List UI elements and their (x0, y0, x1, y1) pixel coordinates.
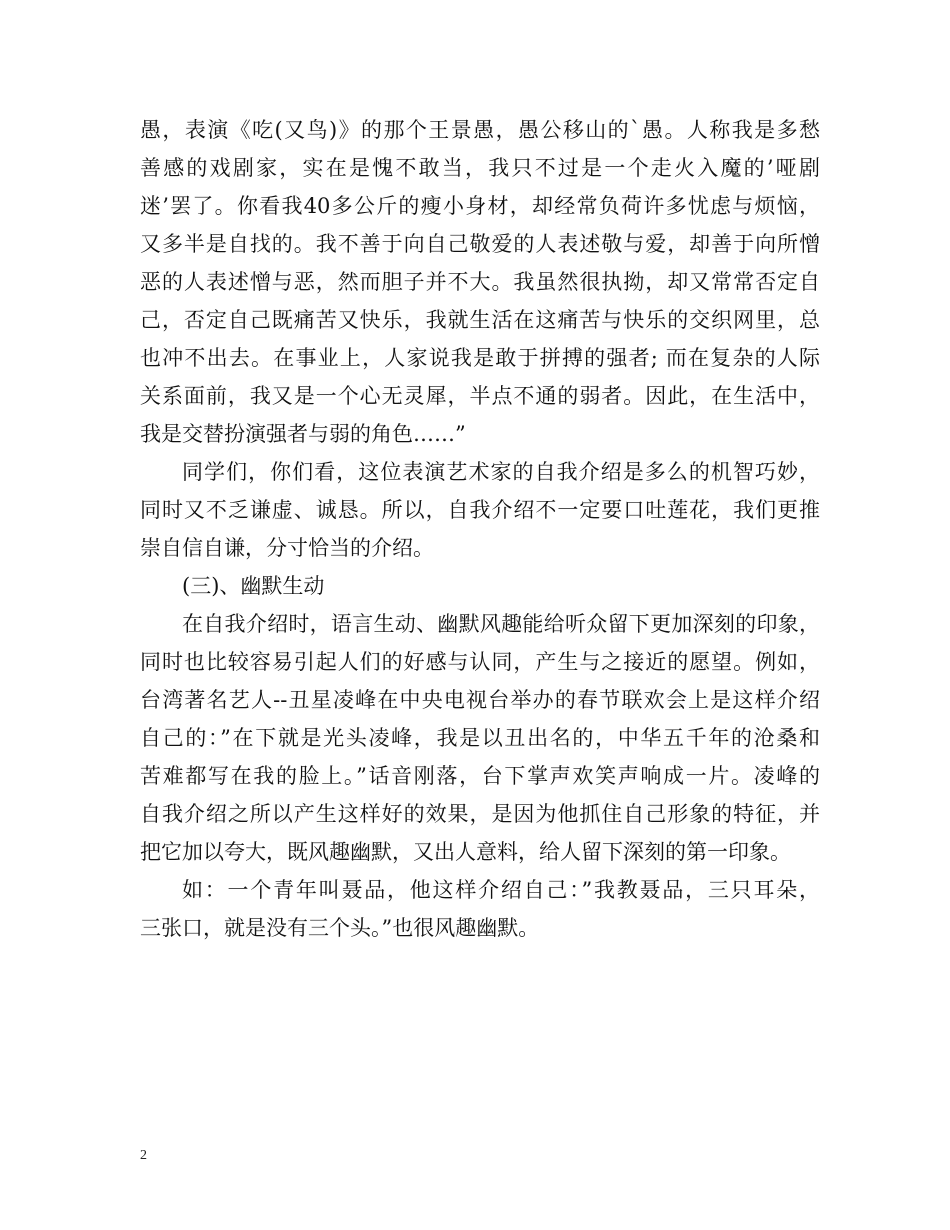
text-line: 己，否定自己既痛苦又快乐，我就生活在这痛苦与快乐的交织网里，总 (140, 308, 820, 332)
text-line: 台湾著名艺人--丑星凌峰在中央电视台举办的春节联欢会上是这样介绍 (140, 688, 820, 712)
text-line: 也冲不出去。在事业上，人家说我是敢于拼搏的强者; 而在复杂的人际 (140, 346, 820, 370)
text-line: 把它加以夸大，既风趣幽默，又出人意料，给人留下深刻的第一印象。 (140, 840, 791, 864)
text-line: 善感的戏剧家，实在是愧不敢当，我只不过是一个走火入魔的’哑剧 (140, 156, 820, 180)
text-line: 在自我介绍时，语言生动、幽默风趣能给听众留下更加深刻的印象， (182, 612, 820, 636)
text-line: 迷’罢了。你看我40多公斤的瘦小身材，却经常负荷许多忧虑与烦恼， (140, 194, 820, 218)
text-line: 恶的人表述憎与恶，然而胆子并不大。我虽然很执拗，却又常常否定自 (140, 270, 820, 294)
text-line: 如：一个青年叫聂品，他这样介绍自己：”我教聂品，三只耳朵， (182, 878, 820, 902)
text-line: 关系面前，我又是一个心无灵犀，半点不通的弱者。因此，在生活中， (140, 384, 820, 408)
text-line: 愚，表演《吃(又鸟)》的那个王景愚，愚公移山的`愚。人称我是多愁 (140, 118, 820, 142)
text-line: 同时又不乏谦虚、诚恳。所以，自我介绍不一定要口吐莲花，我们更推 (140, 498, 820, 522)
text-line: 同学们，你们看，这位表演艺术家的自我介绍是多么的机智巧妙， (182, 460, 820, 484)
text-line: 三张口，就是没有三个头。”也很风趣幽默。 (140, 916, 540, 940)
text-line: 自己的：”在下就是光头凌峰，我是以丑出名的，中华五千年的沧桑和 (140, 726, 820, 750)
text-line: 又多半是自找的。我不善于向自己敬爱的人表述敬与爱，却善于向所憎 (140, 232, 820, 256)
page-number: 2 (140, 1148, 147, 1163)
text-line: 苦难都写在我的脸上。”话音刚落，台下掌声欢笑声响成一片。凌峰的 (140, 764, 820, 788)
section-heading: (三)、幽默生动 (182, 574, 325, 598)
text-line: 崇自信自谦，分寸恰当的介绍。 (140, 536, 434, 560)
text-line: 我是交替扮演强者与弱的角色……” (140, 422, 466, 446)
text-line: 自我介绍之所以产生这样好的效果，是因为他抓住自己形象的特征，并 (140, 802, 820, 826)
text-line: 同时也比较容易引起人们的好感与认同，产生与之接近的愿望。例如， (140, 650, 820, 674)
body-text (140, 111, 820, 947)
